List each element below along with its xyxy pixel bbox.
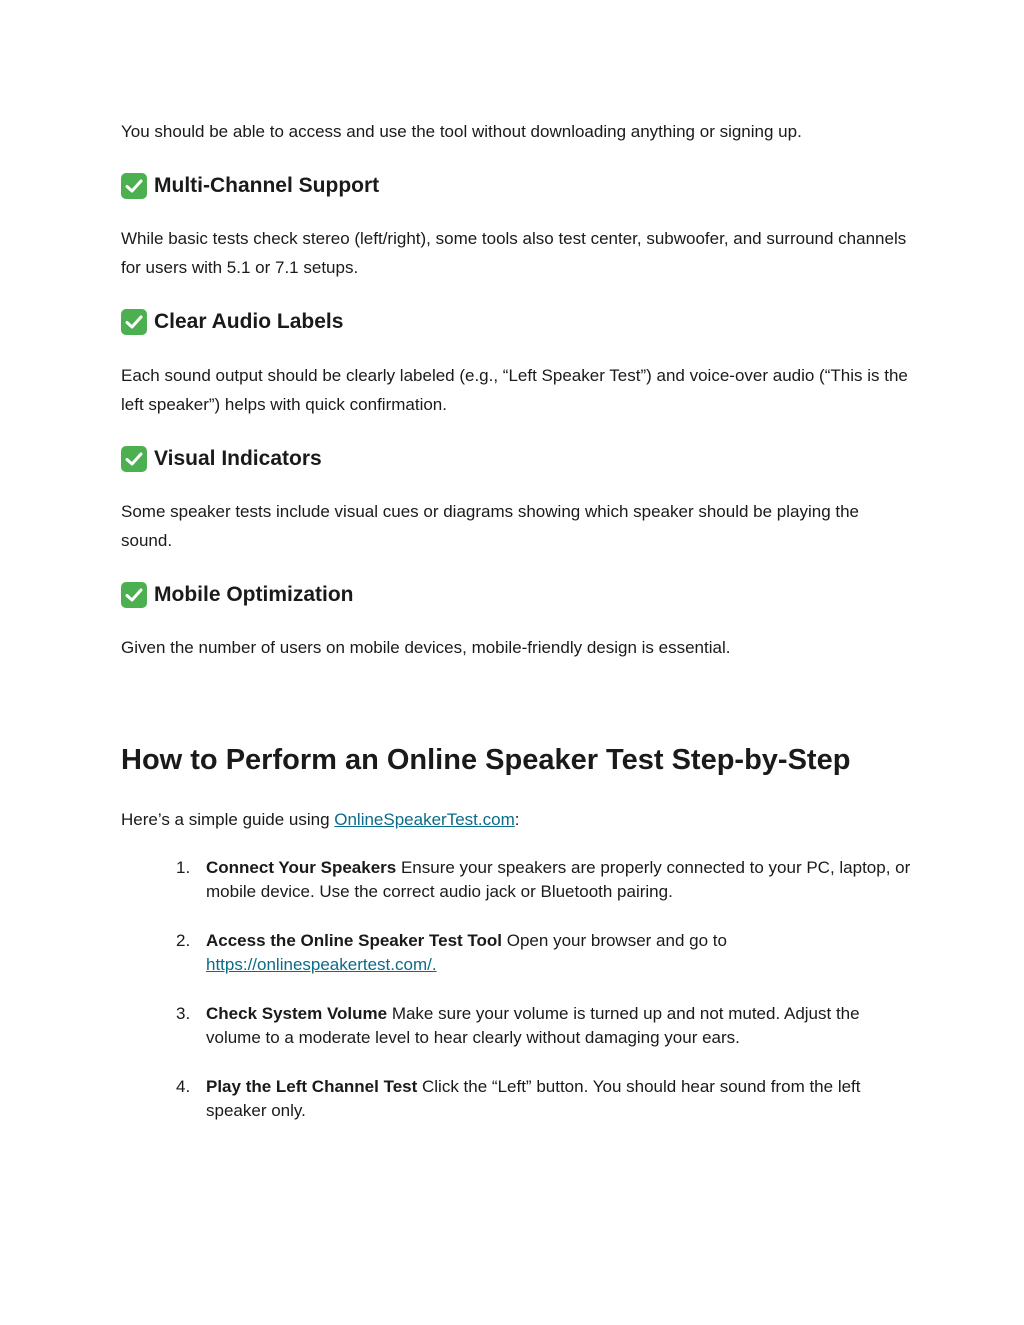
- feature-paragraph-mobile-optimization: Given the number of users on mobile devices, mobile-friendly design is essential.: [121, 638, 731, 657]
- list-item: [121, 929, 911, 977]
- section-heading: How to Perform an Online Speaker Test Step-by-Step: [121, 744, 851, 776]
- feature-heading-label: Mobile Optimization: [154, 583, 354, 606]
- list-item: [121, 1075, 911, 1123]
- step-url-link[interactable]: https://onlinespeakertest.com/.: [206, 955, 437, 974]
- list-item: [121, 1002, 911, 1050]
- step-title: Access the Online Speaker Test Tool: [206, 931, 503, 950]
- onlinespeakertest-link[interactable]: OnlineSpeakerTest.com: [334, 810, 515, 829]
- check-mark-icon: [121, 446, 147, 472]
- step-number: 4.: [176, 1077, 191, 1096]
- feature-heading-label: Visual Indicators: [154, 447, 322, 470]
- step-text: Ensure your speakers are properly connected to your PC, laptop, or mobile device. Use the correct audio jack or Bluetooth pairing.: [206, 858, 911, 901]
- step-number: 2.: [176, 931, 191, 950]
- step-text: Make sure your volume is turned up and not muted. Adjust the volume to a moderate level to hear clearly without damaging your ears.: [206, 1004, 860, 1047]
- check-mark-icon: [121, 173, 147, 199]
- feature-heading-mobile-optimization: [121, 581, 354, 609]
- step-text: Click the “Left” button. You should hear sound from the left speaker only.: [206, 1077, 861, 1120]
- feature-paragraph-clear-audio-labels: Each sound output should be clearly labeled (e.g., “Left Speaker Test”) and voice-over audio (“This is the left speaker”) helps with quick confirmation.: [121, 366, 908, 414]
- step-number: 3.: [176, 1004, 191, 1023]
- feature-heading-visual-indicators: [121, 445, 322, 473]
- step-number: 1.: [176, 858, 191, 877]
- intro-paragraph: You should be able to access and use the tool without downloading anything or signing up.: [121, 122, 802, 141]
- feature-heading-label: Clear Audio Labels: [154, 310, 344, 333]
- step-title: Connect Your Speakers: [206, 858, 397, 877]
- feature-heading-multi-channel: [121, 172, 379, 200]
- step-title: Play the Left Channel Test: [206, 1077, 418, 1096]
- feature-heading-clear-audio-labels: [121, 308, 343, 336]
- feature-paragraph-multi-channel: While basic tests check stereo (left/right), some tools also test center, subwoofer, and surround channels for users with 5.1 or 7.1 setups.: [121, 229, 907, 277]
- check-mark-icon: [121, 309, 147, 335]
- feature-heading-label: Multi-Channel Support: [154, 174, 380, 197]
- list-item: [121, 856, 911, 904]
- check-mark-icon: [121, 582, 147, 608]
- guide-prefix: Here’s a simple guide using: [121, 810, 335, 829]
- steps-list: [121, 856, 911, 1148]
- guide-paragraph: [121, 805, 911, 834]
- step-title: Check System Volume: [206, 1004, 388, 1023]
- feature-paragraph-visual-indicators: Some speaker tests include visual cues or diagrams showing which speaker should be playing the sound.: [121, 502, 860, 550]
- step-text: Open your browser and go to: [502, 931, 727, 950]
- guide-suffix: :: [514, 810, 520, 829]
